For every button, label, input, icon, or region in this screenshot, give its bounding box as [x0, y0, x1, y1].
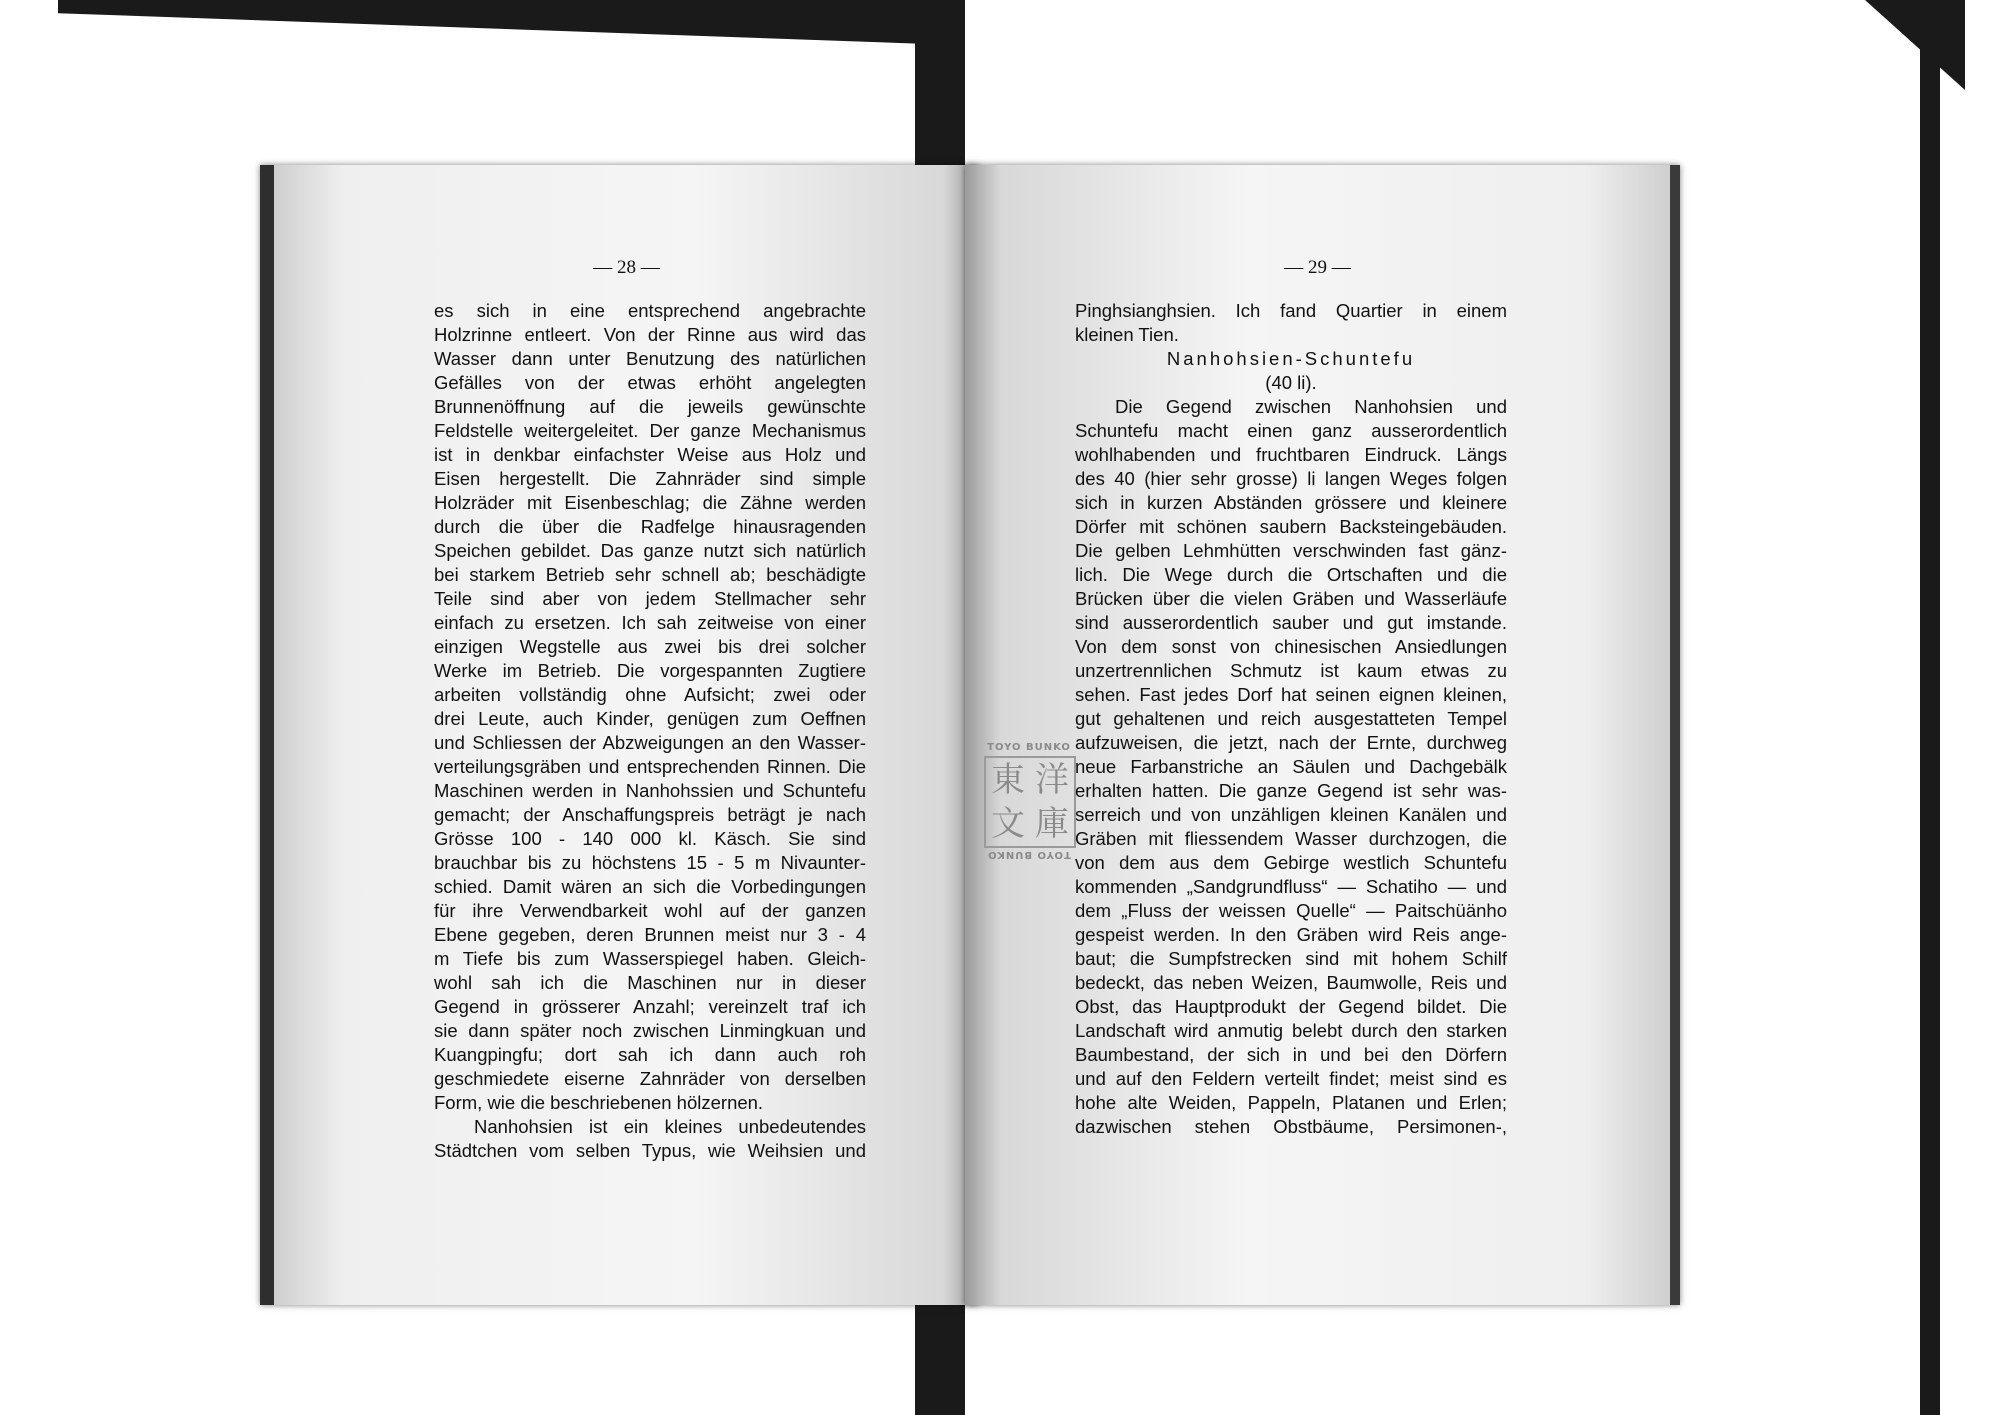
- right-page: [965, 165, 1680, 1305]
- text-line: sehen. Fast jedes Dorf hat seinen eignen kleinen,: [1075, 684, 1507, 705]
- text-line: gut gehaltenen und reich ausgestatteten Tempel: [1075, 708, 1507, 729]
- text-line: Maschinen werden in Nanhohssien und Schuntefu: [434, 780, 866, 801]
- text-line: durch die über die Radfelge hinausragenden: [434, 516, 866, 537]
- text-line: Speichen gebildet. Das ganze nutzt sich natürlich: [434, 540, 866, 561]
- text-line: sich in kurzen Abständen grössere und kleinere: [1075, 492, 1507, 513]
- text-line: Landschaft wird anmutig belebt durch den starken: [1075, 1020, 1507, 1041]
- text-line: Städtchen vom selben Typus, wie Weihsien und: [434, 1140, 866, 1161]
- text-line: Die Gegend zwischen Nanhohsien und: [1115, 396, 1507, 417]
- stamp-glyph: 庫: [1035, 804, 1069, 844]
- text-line: Feldstelle weitergeleitet. Der ganze Mechanismus: [434, 420, 866, 441]
- left-paragraph-2: [434, 1115, 866, 1163]
- text-line: kommenden „Sandgrundfluss“ — Schatiho — und: [1075, 876, 1507, 897]
- text-line: sie dann später noch zwischen Linmingkuan und: [434, 1020, 866, 1041]
- text-line: verteilungsgräben und entsprechenden Rinnen. Die: [434, 756, 866, 777]
- left-page-text: [434, 299, 866, 1163]
- text-line: des 40 (hier sehr grosse) li langen Weges folgen: [1075, 468, 1507, 489]
- page-number-left: — 28 —: [593, 257, 660, 278]
- page-number-right: — 29 —: [1284, 257, 1351, 278]
- text-line: arbeiten vollständig ohne Aufsicht; zwei oder: [434, 684, 866, 705]
- text-line: bei starkem Betrieb sehr schnell ab; beschädigte: [434, 564, 866, 585]
- text-line: einzigen Wegstelle aus zwei bis drei solcher: [434, 636, 866, 657]
- text-line: gespeist werden. In den Gräben wird Reis ange-: [1075, 924, 1507, 945]
- text-line: neue Farbanstriche an Säulen und Dachgebälk: [1075, 756, 1507, 777]
- text-line: gemacht; der Anschaffungspreis beträgt je nach: [434, 804, 866, 825]
- text-line: von dem aus dem Gebirge westlich Schuntefu: [1075, 852, 1507, 873]
- scan-border-right: [1920, 0, 1940, 1415]
- book-spine-bottom: [915, 1300, 965, 1415]
- text-line: es sich in eine entsprechend angebrachte: [434, 300, 866, 321]
- right-page-text: [1075, 299, 1507, 1139]
- text-line: Baumbestand, der sich in und bei den Dörfern: [1075, 1044, 1507, 1065]
- text-line: Holzrinne entleert. Von der Rinne aus wird das: [434, 324, 866, 345]
- right-body-paragraph: [1075, 395, 1507, 1139]
- text-line: bedeckt, das neben Weizen, Baumwolle, Reis und: [1075, 972, 1507, 993]
- text-line: für ihre Verwendbarkeit wohl auf der ganzen: [434, 900, 866, 921]
- text-line: Teile sind aber von jedem Stellmacher sehr: [434, 588, 866, 609]
- text-line: Holzräder mit Eisenbeschlag; die Zähne werden: [434, 492, 866, 513]
- text-line: Eisen hergestellt. Die Zahnräder sind simple: [434, 468, 866, 489]
- text-line: Gräben mit fliessendem Wasser durchzogen, die: [1075, 828, 1507, 849]
- text-line: Schuntefu macht einen ganz ausserordentlich: [1075, 420, 1507, 441]
- section-subheading: (40 li).: [1265, 372, 1317, 393]
- text-line: Grösse 100 - 140 000 kl. Käsch. Sie sind: [434, 828, 866, 849]
- text-line: wohl sah ich die Maschinen nur in dieser: [434, 972, 866, 993]
- text-line: einfach zu ersetzen. Ich sah zeitweise von einer: [434, 612, 866, 633]
- scan-border-top-right: [965, 0, 1965, 90]
- text-line: schied. Damit wären an sich die Vorbedingungen: [434, 876, 866, 897]
- stamp-glyph: 東: [991, 760, 1025, 800]
- text-line: Werke im Betrieb. Die vorgespannten Zugtiere: [434, 660, 866, 681]
- text-line: aufzuweisen, die jetzt, nach der Ernte, durchweg: [1075, 732, 1507, 753]
- text-line: Form, wie die beschriebenen hölzernen.: [434, 1092, 764, 1113]
- text-line: Von dem sonst von chinesischen Ansiedlungen: [1075, 636, 1507, 657]
- text-line: serreich und von unzähligen kleinen Kanälen und: [1075, 804, 1507, 825]
- stamp-seal: [984, 756, 1076, 848]
- text-line: dem „Fluss der weissen Quelle“ — Paitschüänho: [1075, 900, 1507, 921]
- library-stamp: [978, 742, 1080, 860]
- text-line: Brunnenöffnung auf die jeweils gewünschte: [434, 396, 866, 417]
- stamp-glyph: 洋: [1035, 760, 1069, 800]
- text-line: Dörfer mit schönen saubern Backsteingebäuden.: [1075, 516, 1507, 537]
- text-line: wohlhabenden und fruchtbaren Eindruck. Längs: [1075, 444, 1507, 465]
- text-line: dazwischen stehen Obstbäume, Persimonen-,: [1075, 1116, 1507, 1137]
- left-page: [260, 165, 979, 1305]
- stamp-top-text: TOYO BUNKO: [987, 742, 1071, 753]
- text-line: Obst, das Hauptprodukt der Gegend bildet. Die: [1075, 996, 1507, 1017]
- text-line: ist in denkbar einfachster Weise aus Holz und: [434, 444, 866, 465]
- text-line: drei Leute, auch Kinder, genügen zum Oeffnen: [434, 708, 866, 729]
- text-line: und auf den Feldern verteilt findet; meist sind es: [1075, 1068, 1507, 1089]
- text-line: Die gelben Lehmhütten verschwinden fast gänz-: [1075, 540, 1507, 561]
- text-line: kleinen Tien.: [1075, 324, 1179, 345]
- text-line: Nanhohsien ist ein kleines unbedeutendes: [474, 1116, 866, 1137]
- text-line: unzertrennlichen Schmutz ist kaum etwas zu: [1075, 660, 1507, 681]
- text-line: brauchbar bis zu höchstens 15 - 5 m Nivaunter-: [434, 852, 866, 873]
- text-line: erhalten hatten. Die ganze Gegend ist sehr was-: [1075, 780, 1507, 801]
- text-line: m Tiefe bis zum Wasserspiegel haben. Gleich-: [434, 948, 866, 969]
- text-line: Brücken über die vielen Gräben und Wasserläufe: [1075, 588, 1507, 609]
- text-line: lich. Die Wege durch die Ortschaften und die: [1075, 564, 1507, 585]
- text-line: und Schliessen der Abzweigungen an den Wasser-: [434, 732, 866, 753]
- text-line: Ebene gegeben, deren Brunnen meist nur 3 - 4: [434, 924, 866, 945]
- section-heading: Nanhohsien-Schuntefu: [1166, 348, 1416, 369]
- stamp-bottom-text: TOYO BUNKO: [987, 849, 1071, 860]
- text-line: Wasser dann unter Benutzung des natürlichen: [434, 348, 866, 369]
- scan-border-top-left: [58, 0, 928, 44]
- text-line: Kuangpingfu; dort sah ich dann auch roh: [434, 1044, 866, 1065]
- text-line: sind ausserordentlich sauber und gut imstande.: [1075, 612, 1507, 633]
- text-line: baut; die Sumpfstrecken sind mit hohem Schilf: [1075, 948, 1507, 969]
- text-line: Gefälles von der etwas erhöht angelegten: [434, 372, 866, 393]
- book-spine-top: [915, 0, 965, 175]
- text-line: geschmiedete eiserne Zahnräder von derselben: [434, 1068, 866, 1089]
- text-line: hohe alte Weiden, Pappeln, Platanen und Erlen;: [1075, 1092, 1507, 1113]
- text-line: Pinghsianghsien. Ich fand Quartier in einem: [1075, 300, 1507, 321]
- stamp-glyph: 文: [991, 804, 1025, 844]
- text-line: Gegend in grösserer Anzahl; vereinzelt traf ich: [434, 996, 866, 1017]
